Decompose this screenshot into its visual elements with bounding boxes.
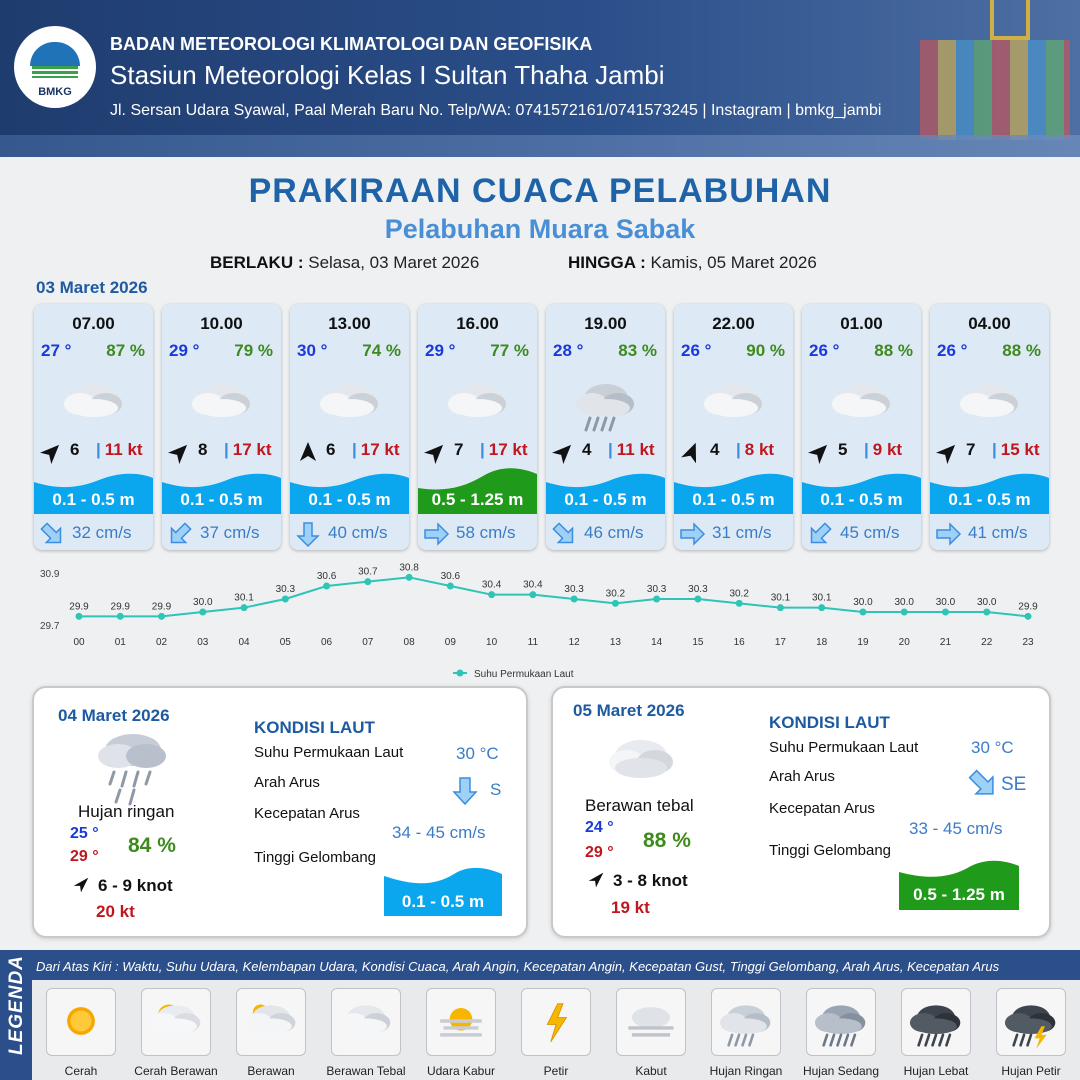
data-point [1025,613,1032,620]
legend-item [698,988,794,1078]
current-row [802,518,921,550]
cloudy-icon [184,368,260,436]
legend-item-label: Hujan Lebat [903,1064,969,1078]
data-point [694,596,701,603]
forecast-card [930,304,1049,550]
agency-name: BADAN METEOROLOGI KLIMATOLOGI DAN GEOFISIKA [110,34,593,54]
current-speed: 40 cm/s [328,523,388,542]
legend-item [603,988,699,1078]
crane-illustration [990,0,1030,40]
day3-humidity: 88 % [643,829,691,852]
data-label: 30.3 [564,584,584,595]
data-point [364,578,371,585]
data-point [488,591,495,598]
humidity: 83 % [618,341,657,360]
data-label: 30.2 [729,588,749,600]
air-temperature: 26 ° [809,341,840,360]
x-tick-label: 06 [321,637,333,648]
x-tick-label: 15 [692,637,704,648]
x-tick-label: 05 [279,637,291,648]
forecast-card [546,304,665,550]
gust-speed: | 15 kt [992,440,1040,459]
day2-wave-value: 0.1 - 0.5 m [401,892,485,911]
air-temperature: 29 ° [425,341,456,360]
light-rain-icon [88,728,178,808]
data-label: 30.8 [399,562,419,574]
x-tick-label: 13 [609,637,621,648]
x-tick-label: 22 [981,637,993,648]
fog-icon [618,989,684,1053]
day2-current-dir-value: S [490,780,502,799]
legend-item [983,988,1079,1078]
day2-wave-label: Tinggi Gelombang [254,849,377,866]
day2-gust: 20 kt [96,902,135,921]
x-tick-label: 23 [1022,637,1034,648]
x-tick-label: 14 [651,637,663,648]
humidity: 87 % [106,341,145,360]
day2-current-dir-label: Arah Arus [254,774,320,791]
wind-speed: 5 [838,440,848,459]
wind-direction-icon [552,440,576,464]
container-ship-illustration [920,40,1070,140]
gust-speed: | 8 kt [736,440,775,459]
data-label: 30.0 [853,597,873,608]
day3-condition: Berawan tebal [585,796,694,815]
cloudy-sun-icon [238,989,304,1053]
current-speed: 46 cm/s [584,523,644,542]
heavy-rain-icon [903,989,969,1053]
sunny-icon [48,989,114,1053]
data-point [983,609,990,616]
bmkg-logo: BMKG [14,26,96,108]
current-speed: 58 cm/s [456,523,516,542]
forecast-card [674,304,793,550]
data-label: 30.3 [275,584,296,595]
data-label: 30.1 [770,592,791,604]
legend-item-label: Hujan Ringan [709,1064,783,1078]
current-direction-icon [806,520,834,548]
wave-height: 0.1 - 0.5 m [692,490,775,509]
current-direction-icon [422,520,450,548]
current-direction-icon [166,520,194,548]
light-rain-icon [713,989,779,1053]
day3-temp-max: 29 ° [585,844,614,861]
wave-height: 0.1 - 0.5 m [52,490,135,509]
wind-direction-icon [40,440,64,464]
day2-current-speed-label: Kecepatan Arus [254,805,360,822]
valid-from [210,253,479,273]
forecast-time: 01.00 [840,314,883,333]
data-point [529,591,536,598]
humidity: 88 % [874,341,913,360]
wind-direction-icon [70,874,92,896]
gust-speed: | 11 kt [608,440,655,459]
gust-speed: | 9 kt [864,440,903,459]
gust-speed: | 17 kt [352,440,400,459]
data-label: 30.3 [646,584,667,595]
x-tick-label: 02 [155,637,168,648]
forecast-time: 04.00 [968,314,1011,333]
x-tick-label: 18 [816,637,828,648]
current-row [162,518,281,550]
data-point [653,596,660,603]
thunderstorm-icon [998,989,1064,1053]
data-point [241,604,248,611]
current-row [930,518,1049,550]
data-point [199,609,206,616]
data-point [117,613,124,620]
legend-item [128,988,224,1078]
data-point [158,613,165,620]
series-line [79,577,1028,616]
cloudy-icon [440,368,516,436]
data-point [406,574,413,581]
current-direction-icon [38,520,66,548]
page-title: PRAKIRAAN CUACA PELABUHAN [248,172,832,210]
haze-icon [428,989,494,1053]
day2-sea-title: KONDISI LAUT [254,718,375,737]
data-label: 29.9 [69,601,89,613]
current-row [290,518,409,550]
day3-wave-label: Tinggi Gelombang [769,842,892,859]
x-tick-label: 20 [898,637,910,648]
x-tick-label: 00 [73,637,85,648]
data-point [571,596,578,603]
gust-speed: | 17 kt [480,440,528,459]
day3-temp-min: 24 ° [585,819,614,836]
sea-temperature-chart [30,560,1060,685]
x-tick-label: 07 [362,637,374,648]
legend-item-label: Berawan Tebal [326,1064,406,1078]
day2-temp-max: 29 ° [70,848,99,865]
legend-item-label: Hujan Sedang [802,1064,880,1078]
x-tick-label: 09 [444,637,456,648]
valid-to-label: HINGGA : [568,253,646,272]
data-point [859,609,866,616]
day3-summary [551,686,1051,938]
legend-item-label: Cerah Berawan [134,1064,218,1078]
day3-current-dir-label: Arah Arus [769,768,835,785]
cloudy-icon [952,368,1028,436]
current-speed: 31 cm/s [712,523,772,542]
day2-sst-value: 30 °C [456,744,499,763]
data-label: 29.9 [110,601,130,613]
light-rain-icon [568,368,644,436]
day2-summary [32,686,528,938]
humidity: 74 % [362,341,401,360]
day2-sst-label: Suhu Permukaan Laut [254,744,404,761]
wind-direction-icon [808,440,832,464]
legend-description: Dari Atas Kiri : Waktu, Suhu Udara, Kelembapan Udara, Kondisi Cuaca, Arah Angin, Kecepatan Angin, Kecepatan Gust, Tinggi Gelombang, Arah Arus, Kecepatan Arus [36,959,1000,974]
legend-item [793,988,889,1078]
day3-sea-title: KONDISI LAUT [769,713,890,732]
humidity: 79 % [234,341,273,360]
legend-marker [457,670,464,677]
x-tick-label: 01 [114,637,126,648]
forecast-time: 16.00 [456,314,499,333]
data-point [76,613,83,620]
day3-wave-value: 0.5 - 1.25 m [913,885,1005,904]
wave-height: 0.1 - 0.5 m [564,490,647,509]
data-point [942,609,949,616]
forecast-time: 07.00 [72,314,115,333]
wind-speed: 7 [966,440,976,459]
data-point [901,609,908,616]
x-tick-label: 12 [568,637,580,648]
data-label: 29.9 [151,601,172,613]
current-speed: 37 cm/s [200,523,260,542]
data-label: 30.2 [605,588,626,600]
x-tick-label: 08 [403,637,415,648]
header-stripe [0,135,1080,157]
x-tick-label: 11 [527,637,539,648]
forecast-card [802,304,921,550]
air-temperature: 26 ° [937,341,968,360]
air-temperature: 30 ° [297,341,328,360]
y-tick-label: 30.9 [40,569,60,580]
valid-from-value: Selasa, 03 Maret 2026 [308,253,480,272]
data-label: 30.4 [481,579,502,591]
forecast-time: 10.00 [200,314,243,333]
wind-direction-icon [424,440,448,464]
legend-item-label: Udara Kabur [426,1064,496,1078]
day3-wind: 3 - 8 knot [613,871,688,890]
wind-direction-icon [296,440,320,464]
legend-series-name: Suhu Permukaan Laut [474,669,574,680]
gust-speed: | 11 kt [96,440,143,459]
station-address: Jl. Sersan Udara Syawal, Paal Merah Baru No. Telp/WA: 0741572161/0741573245 | Instagram | bmkg_jambi [110,102,882,119]
x-tick-label: 04 [238,637,250,648]
partly-cloudy-icon [143,989,209,1053]
day3-sst-label: Suhu Permukaan Laut [769,739,919,756]
cloudy-icon [824,368,900,436]
data-label: 30.7 [358,566,378,578]
forecast-card [34,304,153,550]
wave-height: 0.1 - 0.5 m [180,490,263,509]
day2-date: 04 Maret 2026 [58,706,170,725]
gust-speed: | 17 kt [224,440,272,459]
wave-height: 0.1 - 0.5 m [820,490,903,509]
humidity: 88 % [1002,341,1041,360]
wind-direction-icon [585,869,607,891]
day3-gust: 19 kt [611,898,650,917]
cloudy-icon [696,368,772,436]
current-direction-icon [967,768,999,800]
data-point [612,600,619,607]
legend-item [223,988,319,1078]
day3-current-dir-value: SE [1001,774,1027,795]
humidity: 77 % [490,341,529,360]
day2-condition: Hujan ringan [78,802,175,821]
data-point [818,604,825,611]
overcast-icon [601,730,681,786]
wind-direction-icon [680,440,704,464]
data-label: 30.0 [193,597,213,608]
data-label: 30.6 [440,571,461,582]
air-temperature: 27 ° [41,341,72,360]
air-temperature: 29 ° [169,341,200,360]
data-label: 30.1 [811,592,832,604]
current-speed: 45 cm/s [840,523,900,542]
current-direction-icon [550,520,578,548]
forecast-card [290,304,409,550]
day3-current-speed-value: 33 - 45 cm/s [909,819,1003,838]
day3-sst-value: 30 °C [971,738,1014,757]
wind-speed: 7 [454,440,464,459]
wave-height: 0.1 - 0.5 m [308,490,391,509]
current-speed: 41 cm/s [968,523,1028,542]
data-label: 30.3 [688,584,708,595]
day3-date: 05 Maret 2026 [573,701,685,720]
data-point [447,583,454,590]
legend-item [888,988,984,1078]
overcast-icon [333,989,399,1053]
forecast-time: 22.00 [712,314,755,333]
x-tick-label: 17 [774,637,786,648]
lightning-icon [523,989,589,1053]
valid-from-label: BERLAKU : [210,253,304,272]
data-label: 30.1 [234,592,254,604]
day2-current-speed-value: 34 - 45 cm/s [392,823,486,842]
humidity: 90 % [746,341,785,360]
legend-item-label: Kabut [635,1064,667,1078]
forecast-card [418,304,537,550]
current-row [546,518,665,550]
data-point [282,596,289,603]
current-row [34,518,153,550]
current-row [418,518,537,550]
wind-direction-icon [168,440,192,464]
cloudy-icon [312,368,388,436]
page-subtitle: Pelabuhan Muara Sabak [384,214,696,244]
data-label: 29.9 [1018,601,1038,613]
day2-humidity: 84 % [128,834,176,857]
y-tick-label: 29.7 [40,621,60,632]
day2-temp-min: 25 ° [70,825,99,842]
legend-item-label: Petir [543,1064,569,1078]
data-label: 30.6 [316,571,337,582]
x-tick-label: 03 [197,637,209,648]
air-temperature: 28 ° [553,341,584,360]
cloudy-icon [56,368,132,436]
wave-height: 0.5 - 1.25 m [431,490,524,509]
legend [0,950,1080,1080]
legend-item-label: Hujan Petir [1001,1064,1061,1078]
valid-to [568,253,817,273]
legend-item [318,988,414,1078]
wind-speed: 4 [582,440,592,459]
valid-to-value: Kamis, 05 Maret 2026 [650,253,817,272]
x-tick-label: 19 [857,637,869,648]
air-temperature: 26 ° [681,341,712,360]
day3-current-speed-label: Kecepatan Arus [769,800,875,817]
current-direction-icon [934,520,962,548]
data-point [777,604,784,611]
wind-speed: 8 [198,440,208,459]
wave-height: 0.1 - 0.5 m [948,490,1031,509]
legend-item [33,988,129,1078]
current-direction-icon [294,520,322,548]
legend-item-label: Cerah [64,1064,98,1078]
moderate-rain-icon [808,989,874,1053]
data-label: 30.0 [894,597,914,608]
data-label: 30.0 [935,597,956,608]
legend-item [413,988,509,1078]
current-direction-icon [452,776,478,806]
station-name: Stasiun Meteorologi Kelas I Sultan Thaha Jambi [110,60,665,90]
current-direction-icon [678,520,706,548]
forecast-time: 13.00 [328,314,371,333]
wind-speed: 6 [326,440,336,459]
day2-wind: 6 - 9 knot [98,876,173,895]
header-banner [0,0,1080,157]
forecast-time: 19.00 [584,314,627,333]
data-point [323,583,330,590]
data-label: 30.4 [523,579,543,591]
legend-item [508,988,604,1078]
forecast-card [162,304,281,550]
legend-item-label: Berawan [247,1064,295,1078]
wind-direction-icon [936,440,960,464]
x-tick-label: 10 [486,637,498,648]
day1-date: 03 Maret 2026 [36,278,148,297]
current-speed: 32 cm/s [72,523,132,542]
x-tick-label: 21 [939,637,952,648]
wind-speed: 4 [710,440,720,459]
data-point [736,600,743,607]
legend-label: LEGENDA [6,955,27,1055]
wind-speed: 6 [70,440,80,459]
data-label: 30.0 [977,597,997,608]
x-tick-label: 16 [733,637,745,648]
current-row [674,518,793,550]
